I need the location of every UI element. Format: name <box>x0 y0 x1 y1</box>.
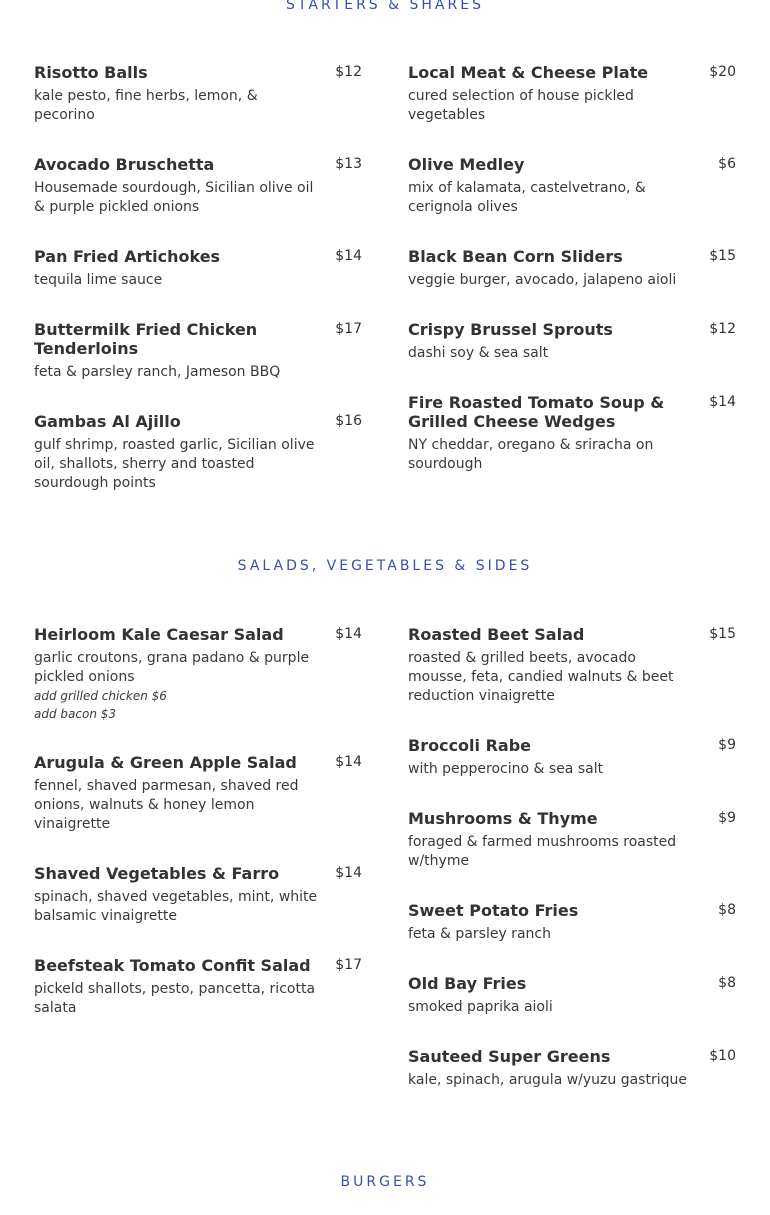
section-title-salads: SALADS, VEGETABLES & SIDES <box>237 558 533 574</box>
item-name: Buttermilk Fried Chicken Tenderloins <box>34 320 258 358</box>
item-description: kale pesto, fine herbs, lemon, & pecorino <box>34 88 258 123</box>
menu-item <box>408 155 736 217</box>
menu-item <box>408 625 736 706</box>
item-name: Gambas Al Ajillo <box>34 412 181 431</box>
item-price: $15 <box>709 626 736 642</box>
menu-item <box>408 809 736 871</box>
item-price: $12 <box>709 321 736 337</box>
item-description: feta & parsley ranch <box>408 926 551 942</box>
item-description: gulf shrimp, roasted garlic, Sicilian olive oil, shallots, sherry and toasted sourdough points <box>34 437 315 491</box>
menu-item <box>34 864 362 926</box>
item-addon: add bacon $3 <box>34 707 117 721</box>
menu-item <box>408 974 736 1017</box>
item-description: roasted & grilled beets, avocado mousse, feta, candied walnuts & beet reduction vinaigrette <box>408 650 674 704</box>
menu-item <box>408 736 736 779</box>
menu-item <box>408 901 736 944</box>
item-price: $8 <box>718 975 736 991</box>
menu-item <box>34 155 362 217</box>
item-description: NY cheddar, oregano & sriracha on sourdough <box>408 437 654 472</box>
menu-item <box>34 247 362 290</box>
item-price: $13 <box>335 156 362 172</box>
item-name: Arugula & Green Apple Salad <box>34 753 297 772</box>
item-description: kale, spinach, arugula w/yuzu gastrique <box>408 1072 687 1088</box>
item-name: Crispy Brussel Sprouts <box>408 320 613 339</box>
menu-item <box>34 753 362 834</box>
item-name: Sweet Potato Fries <box>408 901 579 920</box>
item-description: foraged & farmed mushrooms roasted w/thyme <box>408 834 677 869</box>
item-name: Fire Roasted Tomato Soup & Grilled Cheese Wedges <box>408 393 665 431</box>
item-name: Olive Medley <box>408 155 525 174</box>
item-addon: add grilled chicken $6 <box>34 689 167 703</box>
item-description: pickeld shallots, pesto, pancetta, ricotta salata <box>34 981 316 1016</box>
item-description: Housemade sourdough, Sicilian olive oil & purple pickled onions <box>34 180 314 215</box>
item-description: mix of kalamata, castelvetrano, & cerignola olives <box>408 180 646 215</box>
menu-item <box>34 956 362 1018</box>
item-name: Local Meat & Cheese Plate <box>408 63 649 82</box>
section-title-burgers: BURGERS <box>340 1174 430 1190</box>
item-description: cured selection of house pickled vegetables <box>408 88 634 123</box>
item-description: fennel, shaved parmesan, shaved red onions, walnuts & honey lemon vinaigrette <box>34 778 299 832</box>
menu-item <box>34 63 362 125</box>
item-description: veggie burger, avocado, jalapeno aioli <box>408 272 677 288</box>
item-name: Broccoli Rabe <box>408 736 531 755</box>
item-name: Old Bay Fries <box>408 974 527 993</box>
menu-item <box>408 1047 736 1090</box>
item-price: $9 <box>718 810 736 826</box>
item-name: Sauteed Super Greens <box>408 1047 611 1066</box>
item-price: $8 <box>718 902 736 918</box>
item-price: $16 <box>335 413 362 429</box>
item-name: Shaved Vegetables & Farro <box>34 864 280 883</box>
item-name: Risotto Balls <box>34 63 148 82</box>
item-name: Mushrooms & Thyme <box>408 809 598 828</box>
item-description: garlic croutons, grana padano & purple pickled onions <box>34 650 310 685</box>
item-description: tequila lime sauce <box>34 272 163 288</box>
item-name: Avocado Bruschetta <box>34 155 215 174</box>
item-description: smoked paprika aioli <box>408 999 553 1015</box>
menu-item <box>408 320 736 363</box>
item-description: spinach, shaved vegetables, mint, white balsamic vinaigrette <box>34 889 318 924</box>
menu-item <box>408 247 736 290</box>
item-price: $14 <box>709 394 736 410</box>
item-price: $10 <box>709 1048 736 1064</box>
item-price: $20 <box>709 64 736 80</box>
item-description: feta & parsley ranch, Jameson BBQ <box>34 364 281 380</box>
item-price: $6 <box>718 156 736 172</box>
item-price: $9 <box>718 737 736 753</box>
item-name: Black Bean Corn Sliders <box>408 247 623 266</box>
menu-item <box>34 412 362 493</box>
menu-item <box>408 393 736 474</box>
item-price: $14 <box>335 754 362 770</box>
section-title-starters: STARTERS & SHARES <box>286 0 484 13</box>
item-description: with pepperocino & sea salt <box>408 761 604 777</box>
item-price: $17 <box>335 321 362 337</box>
item-name: Pan Fried Artichokes <box>34 247 221 266</box>
item-name: Beefsteak Tomato Confit Salad <box>34 956 311 975</box>
item-price: $15 <box>709 248 736 264</box>
item-price: $14 <box>335 865 362 881</box>
item-price: $14 <box>335 248 362 264</box>
item-price: $14 <box>335 626 362 642</box>
item-description: dashi soy & sea salt <box>408 345 549 361</box>
item-name: Roasted Beet Salad <box>408 625 585 644</box>
menu-item <box>34 625 362 723</box>
item-price: $12 <box>335 64 362 80</box>
menu-item <box>34 320 362 382</box>
menu-item <box>408 63 736 125</box>
item-price: $17 <box>335 957 362 973</box>
item-name: Heirloom Kale Caesar Salad <box>34 625 284 644</box>
